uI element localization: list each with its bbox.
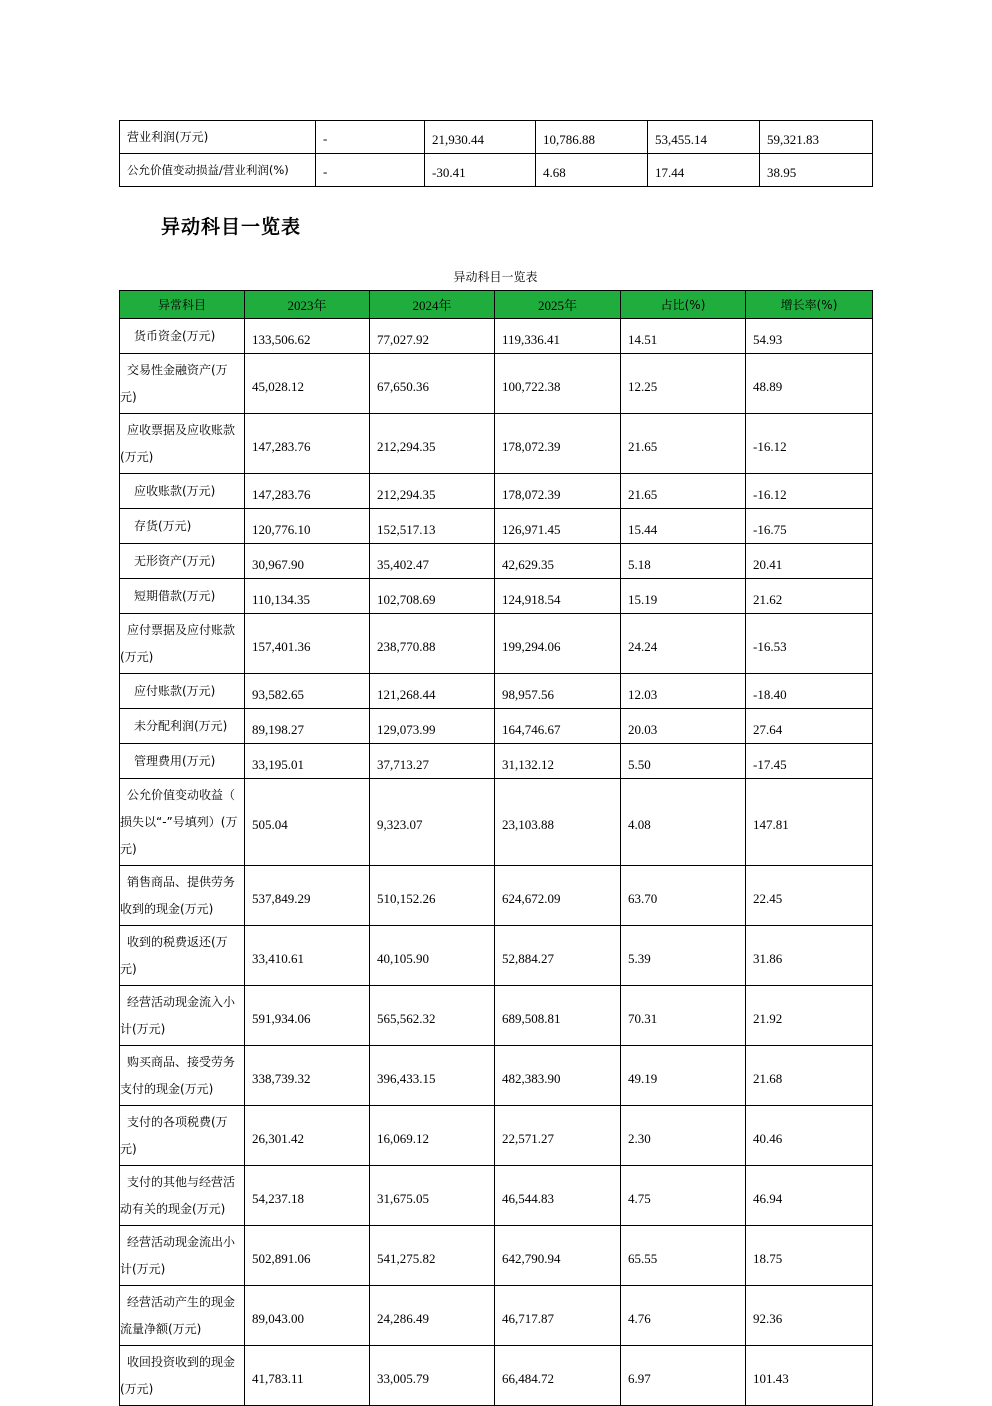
- cell-value: 147.81: [746, 779, 873, 866]
- row-label-line: 应付账款(万元): [134, 683, 216, 698]
- row-label: [120, 1166, 245, 1226]
- table-row: [120, 1226, 873, 1286]
- cell-value: 5.50: [621, 744, 746, 779]
- table-row: [120, 866, 873, 926]
- cell-value: 31,132.12: [495, 744, 621, 779]
- cell-value: -16.12: [746, 414, 873, 474]
- cell-value: 482,383.90: [495, 1046, 621, 1106]
- cell-value: 178,072.39: [495, 474, 621, 509]
- row-label: [120, 674, 245, 709]
- column-header: 2023年: [245, 291, 370, 319]
- cell-value: 33,005.79: [370, 1346, 495, 1406]
- table-body: [120, 319, 873, 1406]
- row-label-line: 收回投资收到的现金: [127, 1354, 236, 1369]
- anomaly-items-table: [119, 290, 873, 1406]
- row-label: [120, 474, 245, 509]
- cell-value: 89,198.27: [245, 709, 370, 744]
- row-label-line: (万元): [120, 1381, 154, 1396]
- cell-value: 126,971.45: [495, 509, 621, 544]
- cell-value: -30.41: [425, 154, 536, 187]
- row-label-line: 计(万元): [120, 1261, 166, 1276]
- cell-value: 45,028.12: [245, 354, 370, 414]
- cell-value: 110,134.35: [245, 579, 370, 614]
- cell-value: 147,283.76: [245, 474, 370, 509]
- cell-value: 52,884.27: [495, 926, 621, 986]
- cell-value: 24,286.49: [370, 1286, 495, 1346]
- cell-value: 689,508.81: [495, 986, 621, 1046]
- cell-value: -: [316, 154, 425, 187]
- cell-value: 124,918.54: [495, 579, 621, 614]
- row-label-line: 经营活动产生的现金: [127, 1294, 236, 1309]
- cell-value: 6.97: [621, 1346, 746, 1406]
- cell-value: 21.65: [621, 474, 746, 509]
- row-label-line: 支付的其他与经营活: [127, 1174, 236, 1189]
- row-label-line: 支付的现金(万元): [120, 1081, 214, 1096]
- row-label-line: 存货(万元): [134, 518, 192, 533]
- cell-value: -16.12: [746, 474, 873, 509]
- row-label-line: 收到的现金(万元): [120, 901, 214, 916]
- cell-value: 157,401.36: [245, 614, 370, 674]
- cell-value: 46,544.83: [495, 1166, 621, 1226]
- row-label-line: 流量净额(万元): [120, 1321, 202, 1336]
- cell-value: 70.31: [621, 986, 746, 1046]
- cell-value: 4.68: [536, 154, 648, 187]
- row-label: [120, 779, 245, 866]
- cell-value: 21.65: [621, 414, 746, 474]
- cell-value: 65.55: [621, 1226, 746, 1286]
- row-label: [120, 614, 245, 674]
- table-row: [120, 319, 873, 354]
- cell-value: 22,571.27: [495, 1106, 621, 1166]
- cell-value: 21,930.44: [425, 121, 536, 154]
- row-label: 营业利润(万元): [120, 121, 316, 154]
- cell-value: 102,708.69: [370, 579, 495, 614]
- row-label-line: 应收账款(万元): [134, 483, 216, 498]
- cell-value: 212,294.35: [370, 414, 495, 474]
- row-label-line: 元): [120, 389, 137, 404]
- column-header: 2025年: [495, 291, 621, 319]
- row-label-line: 短期借款(万元): [134, 588, 216, 603]
- table-row: [120, 1286, 873, 1346]
- cell-value: 18.75: [746, 1226, 873, 1286]
- cell-value: 21.92: [746, 986, 873, 1046]
- cell-value: 93,582.65: [245, 674, 370, 709]
- cell-value: 15.44: [621, 509, 746, 544]
- row-label-line: 无形资产(万元): [134, 553, 216, 568]
- cell-value: 147,283.76: [245, 414, 370, 474]
- cell-value: 46.94: [746, 1166, 873, 1226]
- row-label: [120, 1286, 245, 1346]
- cell-value: 40,105.90: [370, 926, 495, 986]
- column-header: 占比(%): [621, 291, 746, 319]
- cell-value: 24.24: [621, 614, 746, 674]
- cell-value: 40.46: [746, 1106, 873, 1166]
- row-label: [120, 544, 245, 579]
- row-label: [120, 1106, 245, 1166]
- cell-value: -16.53: [746, 614, 873, 674]
- row-label: [120, 1046, 245, 1106]
- cell-value: 152,517.13: [370, 509, 495, 544]
- cell-value: 77,027.92: [370, 319, 495, 354]
- cell-value: 37,713.27: [370, 744, 495, 779]
- cell-value: 30,967.90: [245, 544, 370, 579]
- row-label-line: (万元): [120, 449, 154, 464]
- cell-value: 20.41: [746, 544, 873, 579]
- row-label: [120, 579, 245, 614]
- cell-value: 67,650.36: [370, 354, 495, 414]
- cell-value: 17.44: [648, 154, 760, 187]
- cell-value: 35,402.47: [370, 544, 495, 579]
- cell-value: 23,103.88: [495, 779, 621, 866]
- row-label: [120, 1346, 245, 1406]
- table-row: [120, 674, 873, 709]
- row-label-line: 元): [120, 961, 137, 976]
- row-label-line: 损失以“-”号填列）(万: [120, 814, 238, 829]
- cell-value: 5.18: [621, 544, 746, 579]
- cell-value: 121,268.44: [370, 674, 495, 709]
- row-label-line: 支付的各项税费(万: [127, 1114, 228, 1129]
- cell-value: 31,675.05: [370, 1166, 495, 1226]
- column-header: 2024年: [370, 291, 495, 319]
- cell-value: 38.95: [760, 154, 873, 187]
- top-summary-table: [119, 120, 873, 187]
- row-label-line: 应收票据及应收账款: [127, 422, 236, 437]
- cell-value: 89,043.00: [245, 1286, 370, 1346]
- cell-value: 92.36: [746, 1286, 873, 1346]
- row-label: [120, 866, 245, 926]
- cell-value: 510,152.26: [370, 866, 495, 926]
- row-label-line: 交易性金融资产(万: [127, 362, 228, 377]
- cell-value: 33,195.01: [245, 744, 370, 779]
- cell-value: -18.40: [746, 674, 873, 709]
- table-row: [120, 1046, 873, 1106]
- section-heading: 异动科目一览表: [161, 216, 302, 238]
- cell-value: 5.39: [621, 926, 746, 986]
- table-header-row: [120, 291, 873, 319]
- cell-value: 16,069.12: [370, 1106, 495, 1166]
- cell-value: 63.70: [621, 866, 746, 926]
- row-label: [120, 1226, 245, 1286]
- table-row: [120, 579, 873, 614]
- cell-value: 27.64: [746, 709, 873, 744]
- table-row: [120, 1106, 873, 1166]
- table-row: [120, 614, 873, 674]
- row-label: [120, 414, 245, 474]
- cell-value: 12.03: [621, 674, 746, 709]
- row-label-line: 货币资金(万元): [134, 328, 216, 343]
- cell-value: 624,672.09: [495, 866, 621, 926]
- table-row: [120, 1166, 873, 1226]
- cell-value: 12.25: [621, 354, 746, 414]
- cell-value: 31.86: [746, 926, 873, 986]
- row-label-line: 动有关的现金(万元): [120, 1201, 226, 1216]
- cell-value: 54,237.18: [245, 1166, 370, 1226]
- cell-value: 178,072.39: [495, 414, 621, 474]
- cell-value: 4.75: [621, 1166, 746, 1226]
- cell-value: 537,849.29: [245, 866, 370, 926]
- cell-value: 54.93: [746, 319, 873, 354]
- table-row: [120, 509, 873, 544]
- cell-value: 15.19: [621, 579, 746, 614]
- row-label-line: 经营活动现金流入小: [127, 994, 236, 1009]
- row-label-line: 收到的税费返还(万: [127, 934, 228, 949]
- row-label: 公允价值变动损益/营业利润(%): [120, 154, 316, 187]
- cell-value: 396,433.15: [370, 1046, 495, 1106]
- row-label-line: 公允价值变动收益（: [127, 787, 236, 802]
- table-row: [120, 154, 873, 187]
- cell-value: 541,275.82: [370, 1226, 495, 1286]
- row-label: [120, 744, 245, 779]
- table-row: [120, 121, 873, 154]
- cell-value: 22.45: [746, 866, 873, 926]
- cell-value: 505.04: [245, 779, 370, 866]
- row-label: [120, 354, 245, 414]
- row-label: [120, 709, 245, 744]
- cell-value: 9,323.07: [370, 779, 495, 866]
- cell-value: 98,957.56: [495, 674, 621, 709]
- cell-value: -: [316, 121, 425, 154]
- table-row: [120, 1346, 873, 1406]
- cell-value: 33,410.61: [245, 926, 370, 986]
- row-label: [120, 509, 245, 544]
- table-row: [120, 926, 873, 986]
- table-row: [120, 986, 873, 1046]
- cell-value: 212,294.35: [370, 474, 495, 509]
- row-label-line: 销售商品、提供劳务: [127, 874, 236, 889]
- row-label-line: 元): [120, 841, 137, 856]
- cell-value: 199,294.06: [495, 614, 621, 674]
- row-label-line: 管理费用(万元): [134, 753, 216, 768]
- cell-value: 565,562.32: [370, 986, 495, 1046]
- cell-value: 46,717.87: [495, 1286, 621, 1346]
- cell-value: 100,722.38: [495, 354, 621, 414]
- cell-value: -17.45: [746, 744, 873, 779]
- table-row: [120, 474, 873, 509]
- table-row: [120, 354, 873, 414]
- row-label-line: 购买商品、接受劳务: [127, 1054, 236, 1069]
- row-label-line: (万元): [120, 649, 154, 664]
- cell-value: 4.76: [621, 1286, 746, 1346]
- cell-value: 59,321.83: [760, 121, 873, 154]
- cell-value: 53,455.14: [648, 121, 760, 154]
- table-row: [120, 709, 873, 744]
- row-label-line: 应付票据及应付账款: [127, 622, 236, 637]
- cell-value: 66,484.72: [495, 1346, 621, 1406]
- row-label: [120, 986, 245, 1046]
- cell-value: 642,790.94: [495, 1226, 621, 1286]
- cell-value: 20.03: [621, 709, 746, 744]
- table-caption: 异动科目一览表: [453, 270, 538, 284]
- cell-value: 338,739.32: [245, 1046, 370, 1106]
- cell-value: 2.30: [621, 1106, 746, 1166]
- cell-value: 238,770.88: [370, 614, 495, 674]
- column-header: 异常科目: [120, 291, 245, 319]
- cell-value: 49.19: [621, 1046, 746, 1106]
- cell-value: 26,301.42: [245, 1106, 370, 1166]
- row-label-line: 元): [120, 1141, 137, 1156]
- row-label-line: 未分配利润(万元): [134, 718, 228, 733]
- column-header: 增长率(%): [746, 291, 873, 319]
- row-label: [120, 926, 245, 986]
- cell-value: 4.08: [621, 779, 746, 866]
- row-label-line: 经营活动现金流出小: [127, 1234, 236, 1249]
- cell-value: -16.75: [746, 509, 873, 544]
- cell-value: 502,891.06: [245, 1226, 370, 1286]
- cell-value: 591,934.06: [245, 986, 370, 1046]
- row-label-line: 计(万元): [120, 1021, 166, 1036]
- cell-value: 41,783.11: [245, 1346, 370, 1406]
- cell-value: 133,506.62: [245, 319, 370, 354]
- cell-value: 21.62: [746, 579, 873, 614]
- cell-value: 21.68: [746, 1046, 873, 1106]
- table-row: [120, 414, 873, 474]
- cell-value: 42,629.35: [495, 544, 621, 579]
- table-row: [120, 544, 873, 579]
- row-label: [120, 319, 245, 354]
- cell-value: 101.43: [746, 1346, 873, 1406]
- table-row: [120, 744, 873, 779]
- cell-value: 48.89: [746, 354, 873, 414]
- cell-value: 14.51: [621, 319, 746, 354]
- cell-value: 164,746.67: [495, 709, 621, 744]
- cell-value: 129,073.99: [370, 709, 495, 744]
- cell-value: 119,336.41: [495, 319, 621, 354]
- table-row: [120, 779, 873, 866]
- cell-value: 10,786.88: [536, 121, 648, 154]
- cell-value: 120,776.10: [245, 509, 370, 544]
